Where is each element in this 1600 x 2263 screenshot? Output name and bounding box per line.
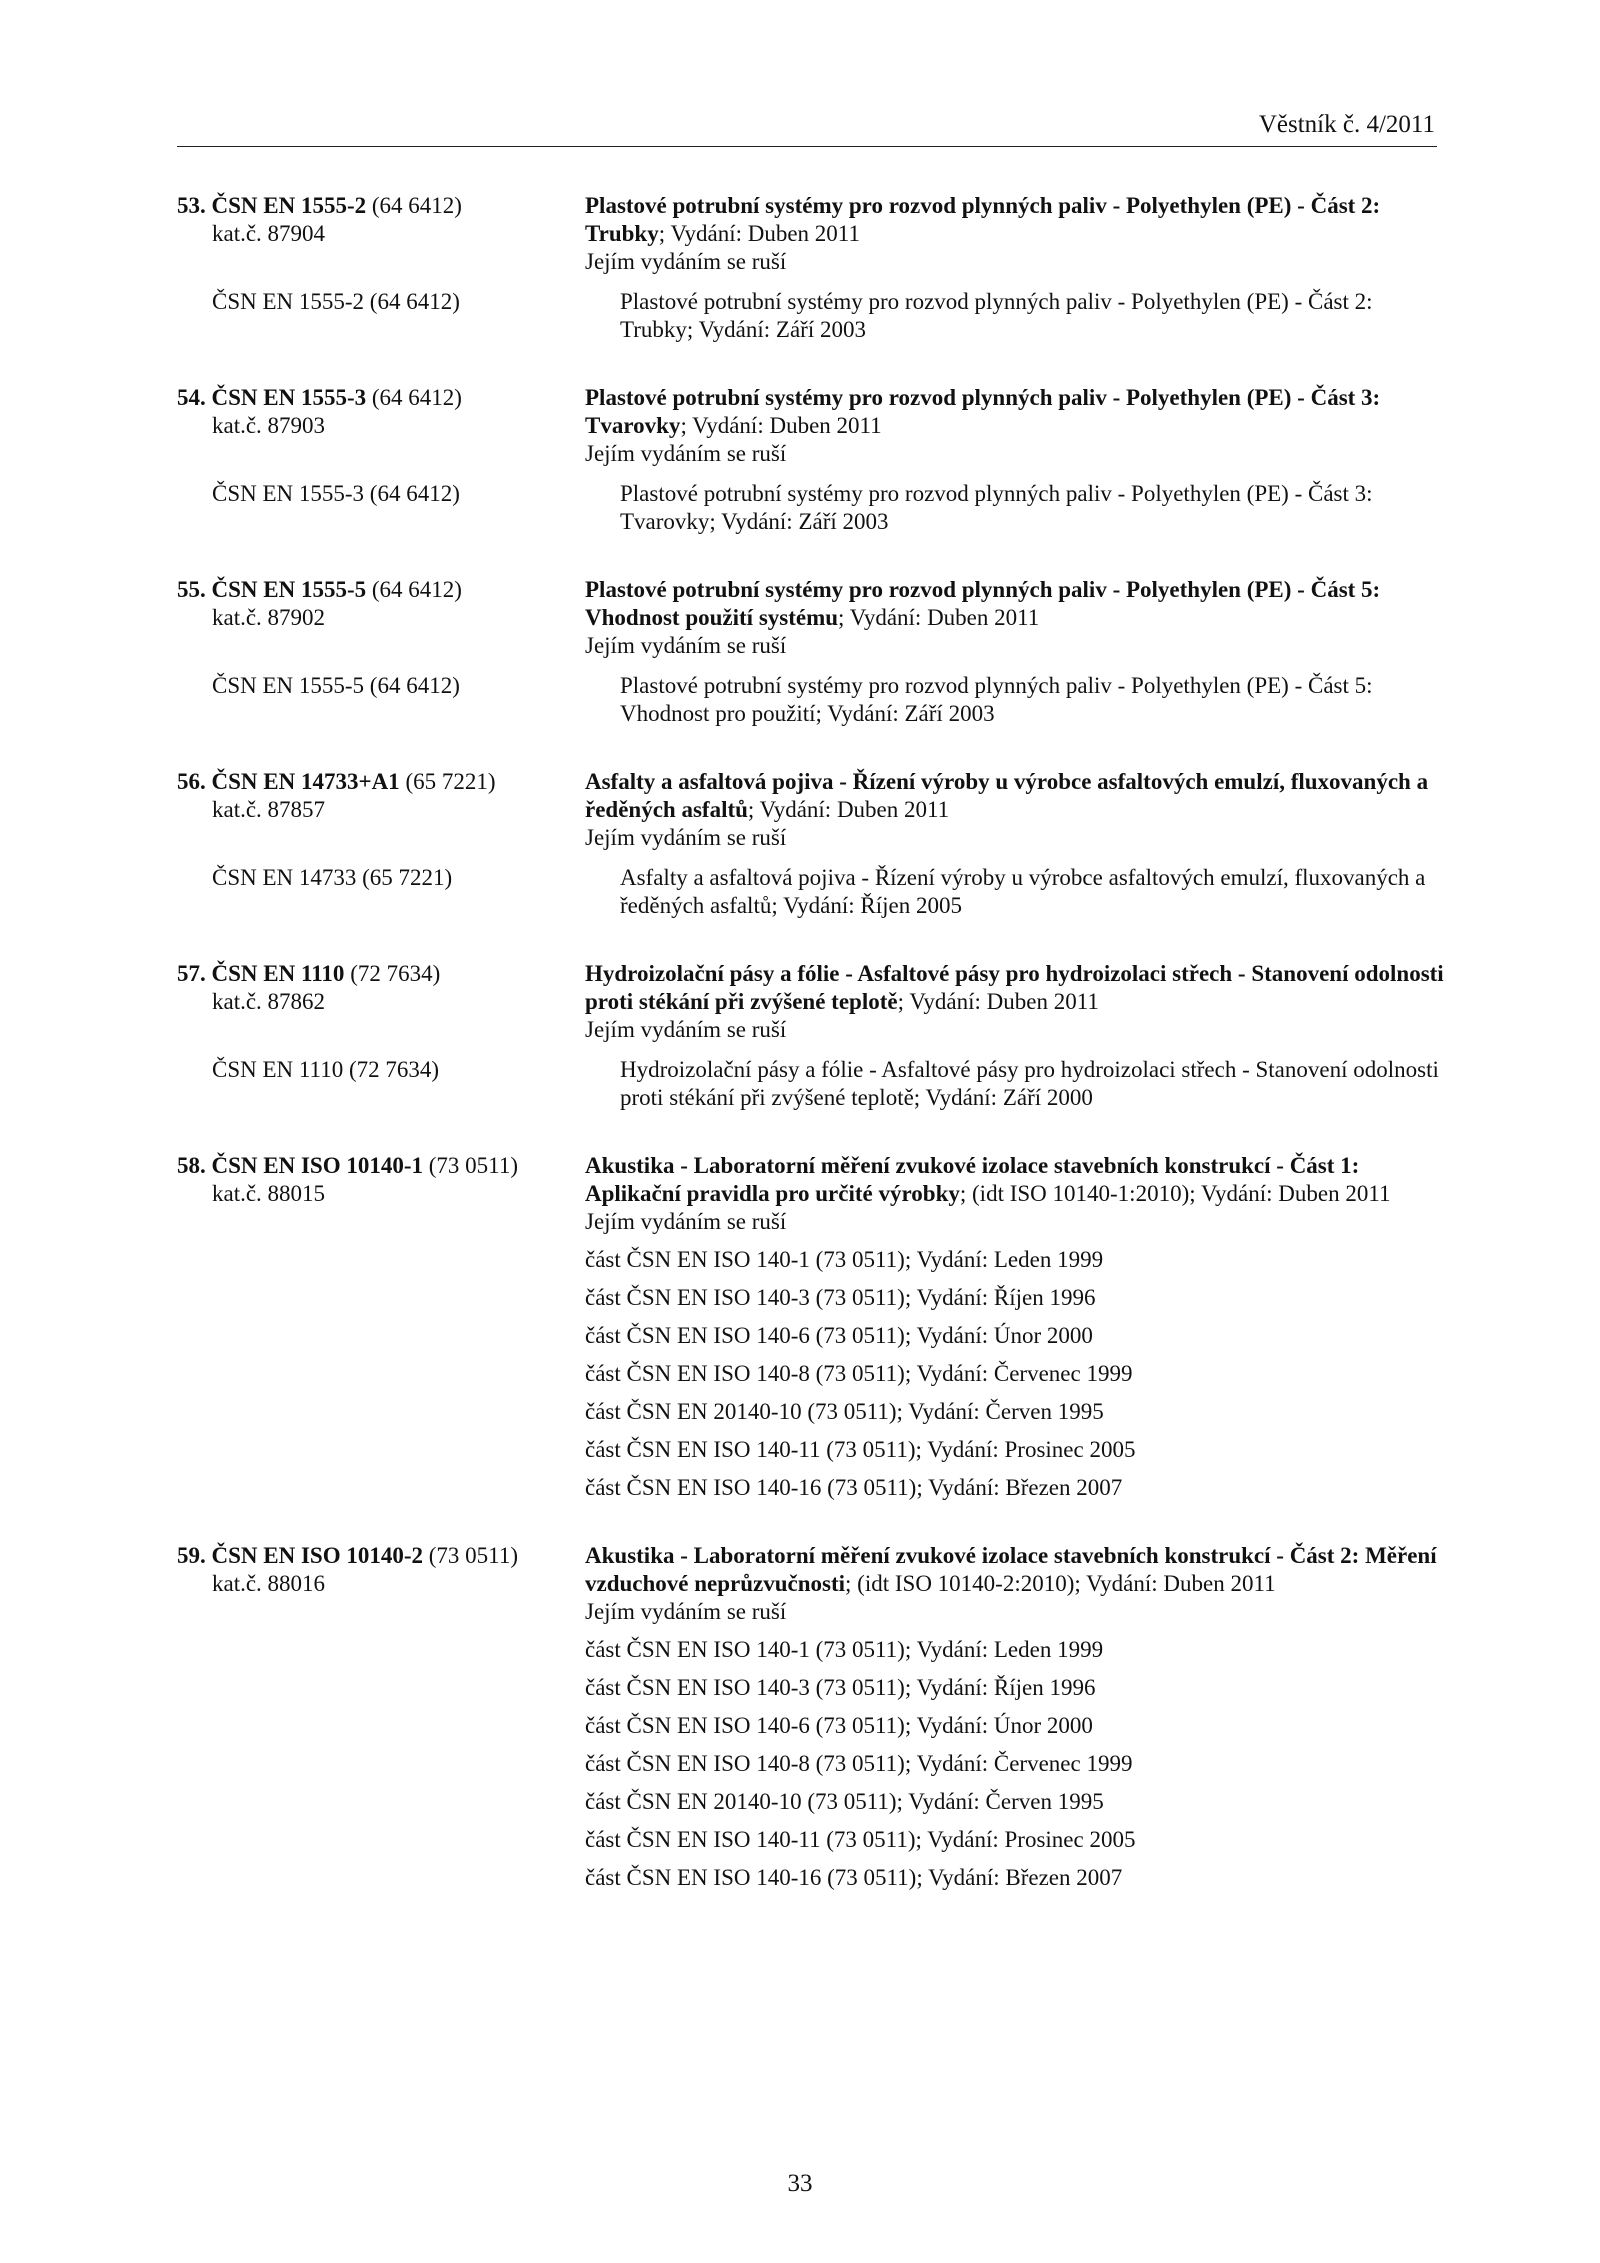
standard-title: Plastové potrubní systémy pro rozvod plynných paliv - Polyethylen (PE) - Část 2: Trubky xyxy=(585,193,1381,246)
standard-code: ČSN EN 14733+A1 xyxy=(211,769,400,794)
entry-number: 54. xyxy=(177,385,206,410)
replaced-standard-code: ČSN EN 1555-2 (64 6412) xyxy=(212,289,460,314)
standard-title: Akustika - Laboratorní měření zvukové izolace stavebních konstrukcí - Část 1: Aplikační pravidla pro určité výrobky xyxy=(585,1153,1360,1206)
standard-code: ČSN EN ISO 10140-1 xyxy=(211,1153,424,1178)
replaced-standard xyxy=(177,1056,1447,1112)
cancels-note: Jejím vydáním se ruší xyxy=(585,1209,787,1234)
replaced-part xyxy=(177,1864,1447,1892)
replaced-part-text: část ČSN EN ISO 140-11 (73 0511); Vydání: Prosinec 2005 xyxy=(585,1827,1136,1852)
classification-code: (64 6412) xyxy=(371,193,462,218)
standard-designation xyxy=(177,576,585,660)
standard-entry xyxy=(177,192,1447,344)
replaced-part-text: část ČSN EN 20140-10 (73 0511); Vydání: Červen 1995 xyxy=(585,1789,1104,1814)
standard-code: ČSN EN 1555-5 xyxy=(211,577,367,602)
catalog-number: kat.č. 87902 xyxy=(212,605,326,630)
replaced-standard-code: ČSN EN 1555-5 (64 6412) xyxy=(212,673,460,698)
standard-code: ČSN EN 1110 xyxy=(211,961,345,986)
replaced-part-text: část ČSN EN ISO 140-8 (73 0511); Vydání: Červenec 1999 xyxy=(585,1751,1133,1776)
standard-title: Asfalty a asfaltová pojiva - Řízení výroby u výrobce asfaltových emulzí, fluxovaných a ředěných asfaltů xyxy=(585,769,1429,822)
replaced-standard-title: Hydroizolační pásy a fólie - Asfaltové pásy pro hydroizolaci střech - Stanovení odolnosti proti stékání při zvýšené teplotě; Vydání: Září 2000 xyxy=(620,1057,1439,1110)
replaced-standard xyxy=(177,288,1447,344)
replaced-standard-title: Plastové potrubní systémy pro rozvod plynných paliv - Polyethylen (PE) - Část 2: Trubky; Vydání: Září 2003 xyxy=(620,289,1373,342)
cancels-note: Jejím vydáním se ruší xyxy=(585,1017,787,1042)
replaced-part-text: část ČSN EN ISO 140-1 (73 0511); Vydání: Leden 1999 xyxy=(585,1247,1104,1272)
replaced-standard xyxy=(177,480,1447,536)
standard-title: Akustika - Laboratorní měření zvukové izolace stavebních konstrukcí - Část 2: Měření vzduchové neprůzvučnosti xyxy=(585,1543,1437,1596)
replaced-part-text: část ČSN EN ISO 140-16 (73 0511); Vydání: Březen 2007 xyxy=(585,1865,1123,1890)
standard-description xyxy=(585,1152,1447,1236)
replaced-part-text: část ČSN EN ISO 140-11 (73 0511); Vydání: Prosinec 2005 xyxy=(585,1437,1136,1462)
standard-code: ČSN EN 1555-2 xyxy=(211,193,367,218)
catalog-number: kat.č. 88015 xyxy=(212,1181,326,1206)
cancels-note: Jejím vydáním se ruší xyxy=(585,1599,787,1624)
catalog-number: kat.č. 87857 xyxy=(212,797,326,822)
catalog-number: kat.č. 87903 xyxy=(212,413,326,438)
standard-designation xyxy=(177,768,585,852)
replaced-standard-title: Asfalty a asfaltová pojiva - Řízení výroby u výrobce asfaltových emulzí, fluxovaných a ředěných asfaltů; Vydání: Říjen 2005 xyxy=(620,865,1426,918)
replaced-part xyxy=(177,1398,1447,1426)
replaced-part xyxy=(177,1436,1447,1464)
standard-title: Plastové potrubní systémy pro rozvod plynných paliv - Polyethylen (PE) - Část 3: Tvarovky xyxy=(585,385,1381,438)
classification-code: (65 7221) xyxy=(405,769,496,794)
classification-code: (72 7634) xyxy=(350,961,441,986)
standard-description xyxy=(585,768,1447,852)
entry-number: 53. xyxy=(177,193,206,218)
standard-edition: ; Vydání: Duben 2011 xyxy=(897,989,1099,1014)
replaced-part xyxy=(177,1674,1447,1702)
standard-code: ČSN EN ISO 10140-2 xyxy=(211,1543,424,1568)
standard-designation xyxy=(177,960,585,1044)
standard-title: Hydroizolační pásy a fólie - Asfaltové pásy pro hydroizolaci střech - Stanovení odolnosti proti stékání při zvýšené teplotě xyxy=(585,961,1444,1014)
replaced-part xyxy=(177,1636,1447,1664)
classification-code: (64 6412) xyxy=(371,577,462,602)
entry-number: 58. xyxy=(177,1153,206,1178)
standard-designation xyxy=(177,192,585,276)
replaced-standard xyxy=(177,864,1447,920)
standard-entry xyxy=(177,768,1447,920)
replaced-standard-title: Plastové potrubní systémy pro rozvod plynných paliv - Polyethylen (PE) - Část 3: Tvarovky; Vydání: Září 2003 xyxy=(620,481,1373,534)
standard-description xyxy=(585,384,1447,468)
standard-edition: ; (idt ISO 10140-2:2010); Vydání: Duben 2011 xyxy=(845,1571,1276,1596)
replaced-part-text: část ČSN EN ISO 140-6 (73 0511); Vydání: Únor 2000 xyxy=(585,1323,1093,1348)
catalog-number: kat.č. 88016 xyxy=(212,1571,326,1596)
replaced-part xyxy=(177,1474,1447,1502)
replaced-part xyxy=(177,1246,1447,1274)
replaced-part-text: část ČSN EN ISO 140-3 (73 0511); Vydání: Říjen 1996 xyxy=(585,1285,1096,1310)
replaced-part-text: část ČSN EN ISO 140-6 (73 0511); Vydání: Únor 2000 xyxy=(585,1713,1093,1738)
replaced-part xyxy=(177,1826,1447,1854)
standard-entry xyxy=(177,960,1447,1112)
replaced-part xyxy=(177,1788,1447,1816)
standard-entry xyxy=(177,1152,1447,1502)
standards-list xyxy=(177,192,1447,1932)
standard-title: Plastové potrubní systémy pro rozvod plynných paliv - Polyethylen (PE) - Část 5: Vhodnost použití systému xyxy=(585,577,1381,630)
standard-entry xyxy=(177,576,1447,728)
cancels-note: Jejím vydáním se ruší xyxy=(585,249,787,274)
classification-code: (64 6412) xyxy=(371,385,462,410)
replaced-part xyxy=(177,1750,1447,1778)
replaced-part xyxy=(177,1284,1447,1312)
standard-edition: ; Vydání: Duben 2011 xyxy=(747,797,950,822)
standard-code: ČSN EN 1555-3 xyxy=(211,385,367,410)
classification-code: (73 0511) xyxy=(428,1543,518,1568)
standard-entry xyxy=(177,384,1447,536)
replaced-part-text: část ČSN EN 20140-10 (73 0511); Vydání: Červen 1995 xyxy=(585,1399,1104,1424)
page-header xyxy=(177,108,1437,147)
page-number: 33 xyxy=(787,2170,813,2197)
catalog-number: kat.č. 87904 xyxy=(212,221,326,246)
standard-description xyxy=(585,960,1447,1044)
replaced-part-text: část ČSN EN ISO 140-16 (73 0511); Vydání: Březen 2007 xyxy=(585,1475,1123,1500)
standard-edition: ; (idt ISO 10140-1:2010); Vydání: Duben 2011 xyxy=(959,1181,1391,1206)
cancels-note: Jejím vydáním se ruší xyxy=(585,825,787,850)
replaced-part xyxy=(177,1360,1447,1388)
entry-number: 55. xyxy=(177,577,206,602)
standard-description xyxy=(585,192,1447,276)
cancels-note: Jejím vydáním se ruší xyxy=(585,441,787,466)
standard-designation xyxy=(177,1542,585,1626)
entry-number: 59. xyxy=(177,1543,206,1568)
replaced-part xyxy=(177,1712,1447,1740)
entry-number: 56. xyxy=(177,769,206,794)
entry-number: 57. xyxy=(177,961,206,986)
replaced-standard-code: ČSN EN 1110 (72 7634) xyxy=(212,1057,440,1082)
standard-designation xyxy=(177,1152,585,1236)
standard-designation xyxy=(177,384,585,468)
standard-description xyxy=(585,576,1447,660)
catalog-number: kat.č. 87862 xyxy=(212,989,326,1014)
standard-edition: ; Vydání: Duben 2011 xyxy=(838,605,1040,630)
replaced-standard-code: ČSN EN 14733 (65 7221) xyxy=(212,865,453,890)
standard-entry xyxy=(177,1542,1447,1892)
replaced-part-text: část ČSN EN ISO 140-3 (73 0511); Vydání: Říjen 1996 xyxy=(585,1675,1096,1700)
standard-edition: ; Vydání: Duben 2011 xyxy=(658,221,860,246)
replaced-part-text: část ČSN EN ISO 140-8 (73 0511); Vydání: Červenec 1999 xyxy=(585,1361,1133,1386)
standard-edition: ; Vydání: Duben 2011 xyxy=(680,413,882,438)
replaced-part-text: část ČSN EN ISO 140-1 (73 0511); Vydání: Leden 1999 xyxy=(585,1637,1104,1662)
replaced-standard-code: ČSN EN 1555-3 (64 6412) xyxy=(212,481,460,506)
replaced-standard xyxy=(177,672,1447,728)
standard-description xyxy=(585,1542,1447,1626)
journal-issue-title: Věstník č. 4/2011 xyxy=(1258,111,1435,138)
replaced-standard-title: Plastové potrubní systémy pro rozvod plynných paliv - Polyethylen (PE) - Část 5: Vhodnost pro použití; Vydání: Září 2003 xyxy=(620,673,1373,726)
replaced-part xyxy=(177,1322,1447,1350)
cancels-note: Jejím vydáním se ruší xyxy=(585,633,787,658)
classification-code: (73 0511) xyxy=(428,1153,518,1178)
